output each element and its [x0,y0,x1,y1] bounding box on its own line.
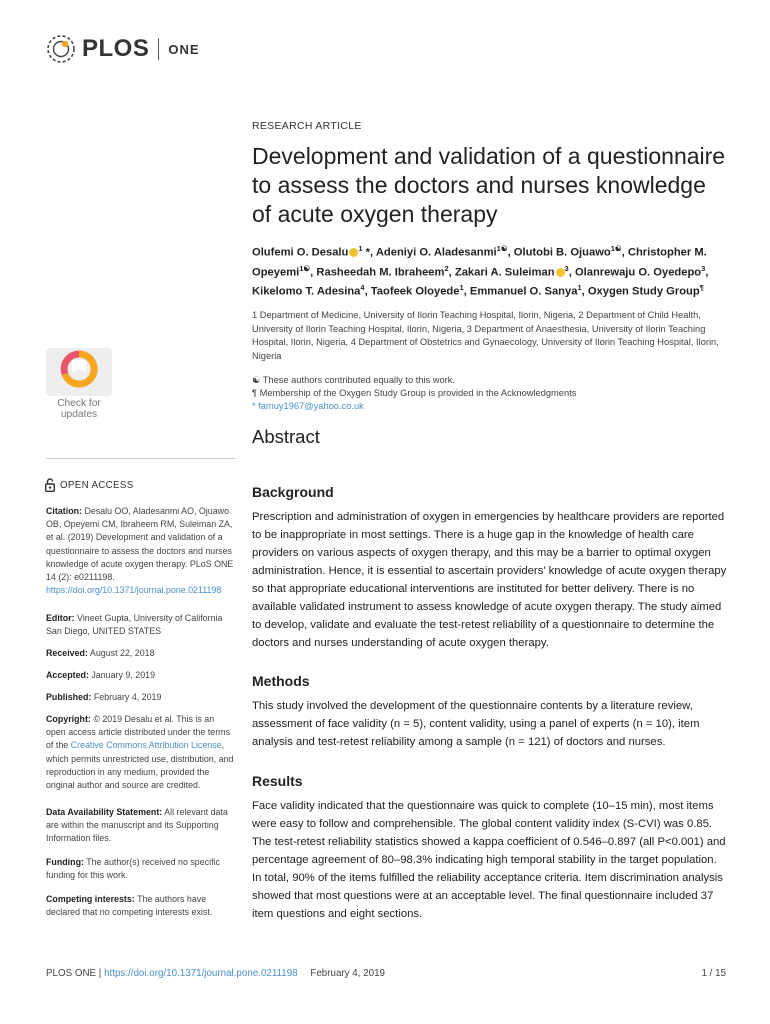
author-name: Rasheedah M. Ibraheem [316,266,445,279]
author-name: Oxygen Study Group [587,286,700,299]
competing-interests-label: Competing interests: [46,894,135,904]
author-name: Olanrewaju O. Oyedepo [574,266,702,279]
received-label: Received: [46,648,88,658]
copyright-text-end: , which permits unrestricted use, distribution, and reproduction in any medium, provided the original author and source are credited. [46,740,234,791]
accepted-label: Accepted: [46,670,89,680]
corresponding-marker: * [362,246,371,259]
competing-interests-block [46,893,236,919]
accepted-date: January 9, 2019 [88,670,156,680]
footer-date: February 4, 2019 [310,968,385,979]
plos-logo[interactable] [44,32,200,66]
published-block [46,691,236,704]
page-footer [46,968,726,979]
corresponding-email-link[interactable]: * famuy1967@yahoo.co.uk [252,401,364,412]
open-lock-icon [45,478,55,492]
data-availability-block [46,806,236,846]
check-updates-icon [46,348,112,396]
author-name: Emmanuel O. Sanya [469,286,578,299]
funding-block [46,856,236,882]
funding-text: The author(s) received no specific funding for this work. [46,857,220,881]
results-text: Face validity indicated that the questionnaire was quick to complete (10–15 min), most items were easy to follow and comprehensible. The global content validity index (S-CVI) was 0.85. The test-retest reliability statistics showed a kappa coefficient of 0.546–0.897 (all P<0.001) and percentage agreement of 80–98.3% indicating high temporal stability in the target population. In total, 90% of the items fulfilled the reliability acceptance criteria. Item discrimination analysis showed that most questions were at an acceptable level. The final questionnaire included 37 item questions and eight sections. [252,800,726,920]
author-affiliation-marker: 1 [358,244,363,253]
author-affiliation-marker: 2 [444,263,449,273]
copyright-label: Copyright: [46,714,91,724]
license-link[interactable]: Creative Commons Attribution License [70,740,222,751]
journal-name: ONE [168,41,200,57]
membership-note: ¶ Membership of the Oxygen Study Group is provided in the Acknowledgments [252,388,577,399]
check-updates-label: Check for updates [57,398,101,420]
author-notes [252,374,728,413]
published-label: Published: [46,692,92,702]
plos-brand-text: PLOS [82,35,150,62]
citation-block [46,505,236,597]
data-availability-label: Data Availability Statement: [46,807,163,817]
author-name: Kikelomo T. Adesina [252,286,361,299]
data-availability-text: All relevant data are within the manuscript and its Supporting Information files. [46,807,228,844]
affiliations: 1 Department of Medicine, University of Ilorin Teaching Hospital, Ilorin, Nigeria, 2 Department of Child Health, University of Ilorin Teaching Hospital, Ilorin, Nigeria, 3 Department of Anaesthesia, University of Ilorin Teaching Hospital, Ilorin, Nigeria, 4 Department of Obstetrics and Gynaecology, University of Ilorin Teaching Hospital, Ilorin, Nigeria [252,310,719,361]
author-affiliation-marker: 1☯ [299,263,311,273]
footer-doi-link[interactable]: https://doi.org/10.1371/journal.pone.0211198 [104,968,298,979]
author-name: Zakari A. Suleiman [454,266,555,279]
author-list: Olufemi O. Desalu $^1$ *, Adeniyi O. Aladesanmi$^{1☯}$, Olutobi B. Ojuawo$^{1☯}$, Christopher M. Opeyemi$^{1☯}$, Rasheedah M. Ibraheem$^2$, Zakari A. Suleiman $^3$, Olanrewaju O. Oyedepo$^3$, Kikelomo T. Adesina$^4$, Taofeek Oloyede$^1$, Emmanuel O. Sanya$^1$, Oxygen Study Group¶ [252,244,709,299]
background-text: Prescription and administration of oxygen in emergencies by healthcare providers are reported to be inappropriate in most settings. There is a huge gap in the knowledge of health care providers on various aspects of oxygen therapy, and this may be a barrier to optimal oxygen administration. Hence, it is essential to ascertain providers’ knowledge of acute oxygen therapy so that appropriate educational interventions are instituted for better delivery. There is no available validated instrument to assess knowledge of acute oxygen therapy. The study aimed to develop, validate and evaluate the test-retest reliability of a questionnaire to determine the doctors and nurses understanding of acute oxygen therapy. [252,511,727,649]
author-affiliation-marker: 1☯ [496,244,508,253]
background-heading: Background [252,484,334,500]
editor-text: Vineet Gupta, University of California San Diego, UNITED STATES [46,613,223,637]
methods-text: This study involved the development of the questionnaire contents by a literature review, assessment of face validity (n = 5), content validity, using a panel of experts (n = 10), item analysis and test-retest reliability among a sample (n = 121) of doctors and nurses. [252,700,700,748]
author-name: Olufemi O. Desalu [252,246,349,259]
editor-label: Editor: [46,613,75,623]
author-affiliation-marker: 3 [701,263,706,273]
check-for-updates-button[interactable] [46,348,112,420]
results-heading: Results [252,773,303,789]
methods-heading: Methods [252,673,310,689]
author-name: Taofeek Oloyede [370,286,460,299]
author-affiliation-marker: ¶ [699,283,704,293]
received-block [46,647,236,660]
competing-interests-text: The authors have declared that no competing interests exist. [46,894,213,918]
logo-separator [158,38,159,60]
author-name: Adeniyi O. Aladesanmi [375,246,497,259]
editor-block [46,612,236,638]
citation-label: Citation: [46,506,82,516]
abstract-heading: Abstract [252,426,320,447]
results-section [252,773,728,923]
author-name: Olutobi B. Ojuawo [513,246,611,259]
footer-journal: PLOS ONE | [46,968,105,979]
received-date: August 22, 2018 [87,648,155,658]
author-name: Christopher M. Opeyemi [252,246,707,279]
copyright-text: © 2019 Desalu et al. This is an open access article distributed under the terms of the [46,714,231,751]
author-affiliation-marker: 1☯ [610,244,622,253]
article-header [252,120,728,413]
equal-contribution-note: ☯ These authors contributed equally to this work. [252,375,455,386]
article-title: Development and validation of a questionnaire to assess the doctors and nurses knowledge of acute oxygen therapy [252,143,726,227]
author-affiliation-marker: 1 [459,283,464,293]
funding-label: Funding: [46,857,84,867]
author-affiliation-marker: 3 [564,263,569,273]
accepted-block [46,669,236,682]
author-affiliation-marker: 1 [577,283,582,293]
orcid-icon[interactable] [556,268,565,277]
open-access-badge [45,478,134,492]
sidebar-divider [46,458,236,459]
author-affiliation-marker: 4 [360,283,365,293]
background-section [252,484,728,652]
published-date: February 4, 2019 [91,692,162,702]
page-number: 1 / 15 [701,968,726,979]
methods-section [252,673,728,751]
citation-text: Desalu OO, Aladesanmi AO, Ojuawo OB, Opeyemi CM, Ibraheem RM, Suleiman ZA, et al. (2019) Development and validation of a questionnaire to assess the doctors and nurses knowledge of acute oxygen therapy. PLoS ONE 14 (2): e0211198. [46,506,234,583]
citation-doi-link[interactable]: https://doi.org/10.1371/journal.pone.0211198 [46,585,222,596]
plos-logo-icon [44,32,78,66]
article-type: RESEARCH ARTICLE [252,120,362,132]
open-access-label: OPEN ACCESS [60,479,134,491]
copyright-block [46,713,236,792]
